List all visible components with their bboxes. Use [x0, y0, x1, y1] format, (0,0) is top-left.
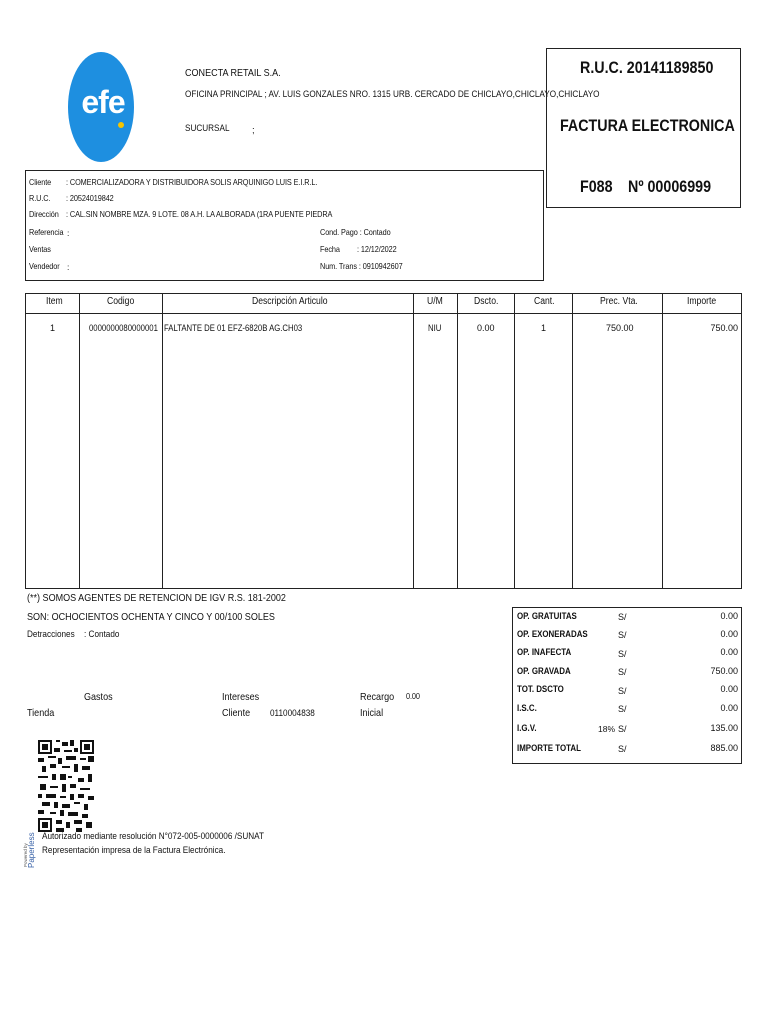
grand-total-value: 885.00 [710, 743, 738, 753]
reference-label: Referencia [29, 227, 64, 237]
client-ruc-value: : 20524019842 [66, 193, 114, 203]
row-codigo: 0000000080000001 [89, 323, 158, 333]
total-label: OP. INAFECTA [517, 647, 572, 657]
total-label: OP. EXONERADAS [517, 629, 588, 639]
row-cant: 1 [541, 323, 547, 333]
cond-pago: Cond. Pago : Contado [320, 227, 391, 237]
retencion-note: (**) SOMOS AGENTES DE RETENCION DE IGV R.S. 181-2002 [27, 592, 286, 604]
company-address: OFICINA PRINCIPAL ; AV. LUIS GONZALES NRO. 1315 URB. CERCADO DE CHICLAYO,CHICLAYO,CHICLAYO [185, 89, 600, 100]
total-value: 0.00 [720, 684, 738, 694]
fecha-label: Fecha [320, 244, 340, 254]
qr-code [38, 740, 94, 832]
total-value: 0.00 [720, 647, 738, 657]
total-label: OP. GRAVADA [517, 666, 571, 676]
fecha-value: : 12/12/2022 [357, 244, 397, 254]
amount-in-words: SON: OCHOCIENTOS OCHENTA Y CINCO Y 00/100 SOLES [27, 611, 275, 623]
igv-percent: 18% [598, 724, 616, 734]
header-descripcion: Descripción Articulo [252, 296, 328, 307]
client-label: Cliente [29, 177, 52, 187]
ruc-number: R.U.C. 20141189850 [580, 58, 714, 77]
col-divider [514, 293, 515, 589]
ventas-label: Ventas [29, 244, 51, 254]
recargo-value: 0.00 [406, 691, 420, 701]
total-label: I.G.V. [517, 723, 537, 733]
header-prec-vta: Prec. Vta. [600, 296, 638, 307]
total-currency: S/ [618, 724, 627, 734]
col-divider [79, 293, 80, 589]
grand-total-currency: S/ [618, 744, 627, 754]
header-cant: Cant. [534, 296, 555, 307]
branch-value: ; [252, 125, 255, 136]
row-um: NIU [428, 323, 442, 333]
reference-value: : [67, 228, 70, 238]
total-value: 0.00 [720, 611, 738, 621]
total-label: OP. GRATUITAS [517, 611, 577, 621]
company-name: CONECTA RETAIL S.A. [185, 67, 281, 79]
cliente-value: 0110004838 [270, 708, 315, 719]
doc-series: F088 [580, 177, 613, 196]
total-value: 750.00 [710, 666, 738, 676]
doc-type: FACTURA ELECTRONICA [560, 116, 735, 135]
col-divider [413, 293, 414, 589]
header-item: Item [46, 296, 63, 307]
tienda-label: Tienda [27, 707, 55, 719]
total-value: 0.00 [720, 703, 738, 713]
cliente-label: Cliente [222, 707, 251, 719]
items-table [25, 293, 742, 589]
row-importe: 750.00 [710, 323, 738, 333]
total-currency: S/ [618, 704, 627, 714]
gastos-label: Gastos [84, 691, 113, 703]
client-address-label: Dirección [29, 209, 59, 219]
col-divider [662, 293, 663, 589]
client-ruc-label: R.U.C. [29, 193, 51, 203]
client-address-value: : CAL.SIN NOMBRE MZA. 9 LOTE. 08 A.H. LA ALBORADA (1RA PUENTE PIEDRA [66, 209, 333, 219]
recargo-label: Recargo [360, 691, 395, 703]
total-currency: S/ [618, 667, 627, 677]
col-divider [572, 293, 573, 589]
logo-text: efe [81, 84, 125, 120]
total-currency: S/ [618, 686, 627, 696]
header-importe: Importe [687, 296, 717, 307]
header-um: U/M [427, 296, 443, 307]
paperless-logo-text: Paperless [27, 832, 36, 868]
detracciones-value: : Contado [84, 629, 120, 640]
resolution-text: Autorizado mediante resolución N°072-005-0000006 /SUNAT [42, 831, 265, 842]
client-value: : COMERCIALIZADORA Y DISTRIBUIDORA SOLIS ARQUINIGO LUIS E.I.R.L. [66, 177, 318, 187]
branch-label: SUCURSAL [185, 123, 230, 134]
row-descripcion: FALTANTE DE 01 EFZ-6820B AG.CH03 [164, 323, 303, 333]
representation-text: Representación impresa de la Factura Electrónica. [42, 845, 226, 856]
row-item: 1 [50, 323, 56, 333]
vendedor-label: Vendedor [29, 261, 60, 271]
row-dscto: 0.00 [477, 323, 495, 333]
header-codigo: Codigo [107, 296, 135, 307]
col-divider [457, 293, 458, 589]
grand-total-label: IMPORTE TOTAL [517, 743, 581, 753]
logo-dot [118, 122, 124, 128]
header-divider [25, 313, 742, 314]
total-currency: S/ [618, 649, 627, 659]
col-divider [162, 293, 163, 589]
vendedor-value: : [67, 262, 70, 272]
num-trans: Num. Trans : 0910942607 [320, 261, 403, 271]
intereses-label: Intereses [222, 691, 260, 703]
header-dscto: Dscto. [474, 296, 499, 307]
doc-number: Nº 00006999 [628, 177, 712, 196]
total-value: 135.00 [710, 723, 738, 733]
total-currency: S/ [618, 612, 627, 622]
total-currency: S/ [618, 630, 627, 640]
total-label: I.S.C. [517, 703, 537, 713]
row-prec: 750.00 [606, 323, 634, 333]
detracciones-label: Detracciones [27, 629, 75, 640]
total-value: 0.00 [720, 629, 738, 639]
powered-by: Powered by [23, 843, 28, 867]
paperless-brand [22, 788, 36, 870]
total-label: TOT. DSCTO [517, 684, 564, 694]
inicial-label: Inicial [360, 707, 384, 719]
